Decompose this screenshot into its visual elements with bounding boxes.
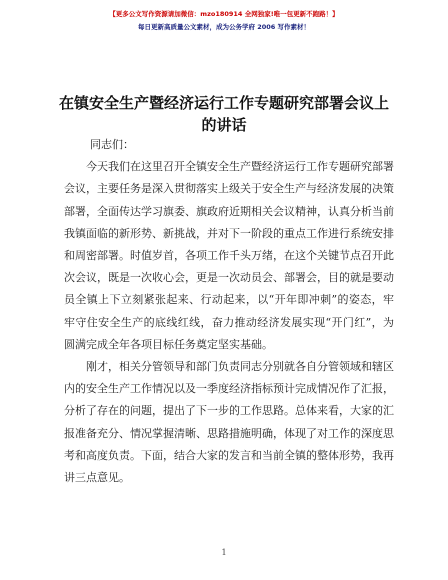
salutation: 同志们： (90, 138, 134, 151)
document-title: 在镇安全生产暨经济运行工作专题研究部署会议上的讲话 (58, 94, 389, 134)
body-paragraph-2: 刚才，相关分管领导和部门负责同志分别就各自分管领域和辖区内的安全生产工作情况以及一季度经济指标预计完成情况作了汇报，分析了存在的问题，提出了下一步的工作思路。总体来看，大家的汇报准备充分、情况掌握清晰、思路措施明确，体现了对工作的深度思考和高度负责。下面，结合大家的发言和当前全镇的整体形势，我再讲三点意见。 (64, 360, 394, 485)
document-body (64, 134, 394, 489)
page-number: 1 (221, 548, 227, 557)
header-banner (0, 8, 448, 34)
banner-subtitle-line: 每日更新高质量公文素材，成为公务学府 2006 写作素材！ (137, 23, 311, 31)
body-paragraph-1: 今天我们在这里召开全镇安全生产暨经济运行工作专题研究部署会议，主要任务是深入贯彻落实上级关于安全生产与经济发展的决策部署，全面传达学习旗委、旗政府近期相关会议精神，认真分析当前我镇面临的新形势、新挑战，并对下一阶段的重点工作进行系统安排和周密部署。时值岁首，各项工作千头万绪，在这个关键节点召开此次会议，既是一次收心会，更是一次动员会、部署会，目的就是要动员全镇上下立刻紧张起来、行动起来，以“开年即冲刺”的姿态，牢牢守住安全生产的底线红线，奋力推动经济发展实现“开门红”，为圆满完成全年各项目标任务奠定坚实基础。 (64, 160, 394, 351)
banner-promo-line: 【更多公文写作资源请加微信：mzo180914 全网独家!唯一包更新不跑路！】 (109, 10, 339, 18)
